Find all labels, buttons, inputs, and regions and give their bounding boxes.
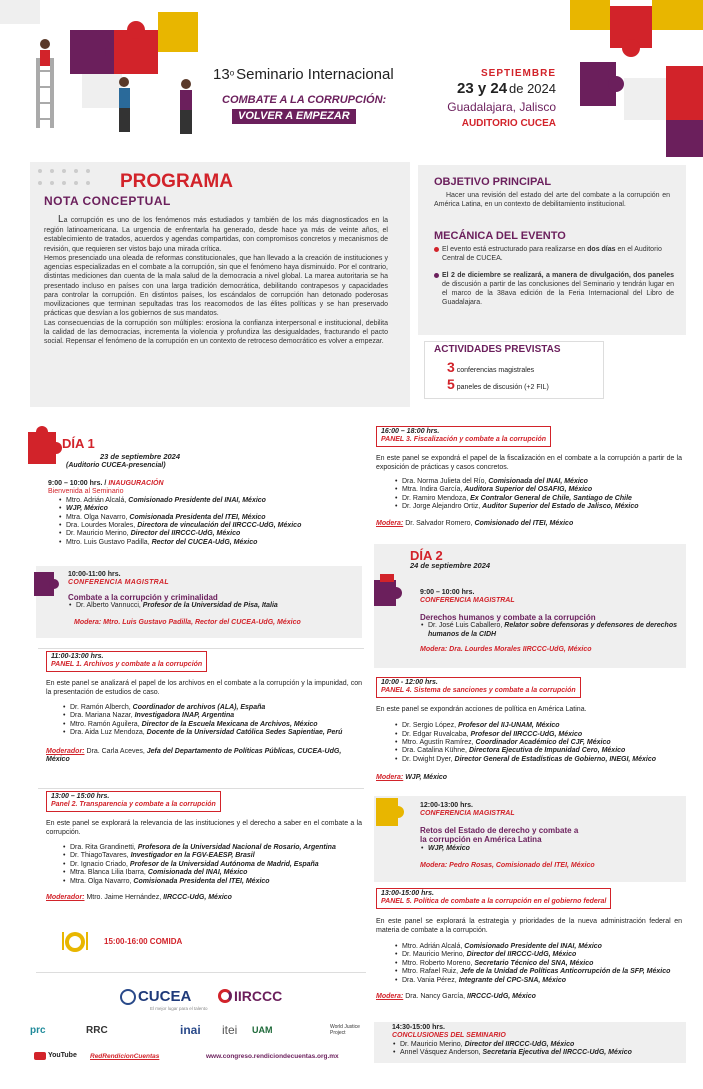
- mecanica-list: [434, 245, 674, 308]
- moderator-label: Moderador:: [46, 893, 85, 901]
- moderator-role: Comisionado del ITEI, México: [474, 519, 574, 527]
- speaker-role: WJP, México: [428, 844, 470, 852]
- list-item: [58, 505, 368, 513]
- speaker-name: Dra. Vania Pérez,: [402, 976, 459, 984]
- panel4-title: PANEL 4. Sistema de sanciones y combate a la corrupción: [381, 687, 576, 695]
- divider: [38, 648, 364, 649]
- panel5-list: [394, 943, 682, 985]
- nota-p2: Hemos presenciado una oleada de reformas constitucionales, que han llevado a la creación de instituciones y agencias especializadas en el combate a la corrupción, sin que el fenómeno haya disminuido. Por el contrario, distintas mediciones dan cuenta de la mala salud de la democracia a nivel global. La marea autoritaria se ha presentado incluso en países con una larga tradición democrática, debilitando contrapesos y capacidades para controlar la corrupción. En distintos países, los escándalos de corrupción han detonado poderosas movilizaciones que terminan sepultadas tras los reacomodos de las élites políticas y se han preservado prácticas que desvían a los gobiernos de sus mandatos.: [44, 254, 388, 318]
- speaker-role: Directora Ejecutiva de Impunidad Cero, México: [468, 747, 626, 755]
- youtube-label: YouTube: [47, 1052, 77, 1059]
- actividades-t1: conferencias magistrales: [456, 367, 535, 374]
- list-item: [58, 530, 368, 538]
- mecanica-item-1: [434, 245, 674, 263]
- puzzle-illustration: [0, 0, 230, 150]
- conclusiones-time: 14:30-15:00 hrs.: [392, 1024, 445, 1031]
- speaker-name: Dr. Edgar Ruvalcaba,: [402, 730, 471, 738]
- event-venue: AUDITORIO CUCEA: [461, 118, 556, 129]
- list-item: [394, 943, 682, 951]
- iirccc-logo: [218, 988, 282, 1005]
- inauguracion-heading: [48, 480, 368, 488]
- event-city: Guadalajara, Jalisco: [447, 100, 556, 114]
- bullet-dot-purple: [434, 273, 439, 278]
- speaker-name: Mtro. Luis Gustavo Padilla,: [66, 538, 152, 546]
- speaker-name: Mtro. Rafael Ruiz,: [402, 968, 460, 976]
- speaker-role: Ex Contralor General de Chile, Santiago de Chile: [470, 494, 632, 502]
- panel5-block: [376, 888, 682, 1001]
- panel1-tag: [46, 651, 207, 672]
- conclusiones-label: CONCLUSIONES DEL SEMINARIO: [392, 1032, 506, 1040]
- mecanica-item-1-pre: El evento está estructurado para realizarse en: [442, 246, 588, 253]
- bullet-dot-red: [434, 247, 439, 252]
- speaker-name: Dra. Mariana Nazar,: [70, 712, 135, 720]
- speaker-role: Comisionada Presidenta del ITEI, México: [129, 513, 266, 521]
- speaker-name: Dr. Alberto Vannucci,: [76, 602, 143, 610]
- speaker-role: WJP, México: [66, 505, 108, 513]
- speaker-role: Director del IIRCCC-UdG, México: [466, 951, 577, 959]
- cucea-sub: El mejor lugar para el talento: [150, 1006, 208, 1011]
- moderator-role: WJP, México: [405, 774, 448, 782]
- moderator-role: Jefa del Departamento de Políticas Públicas, CUCEA-UdG, México: [46, 747, 342, 763]
- speaker-role: Profesor de la Universidad Autónoma de Madrid, España: [129, 860, 319, 868]
- conferencia-speakers: [420, 845, 684, 853]
- list-item: [62, 878, 362, 886]
- event-days: 23 y 24: [457, 80, 508, 97]
- speaker-role: Directora de vinculación del IIRCCC-UdG, México: [137, 521, 302, 529]
- uam-logo: UAM: [252, 1025, 273, 1035]
- list-item: [62, 852, 362, 860]
- list-item: [394, 739, 682, 747]
- speaker-role: Auditor Superior del Estado de Jalisco, México: [482, 503, 639, 511]
- drop-cap: L: [58, 214, 64, 225]
- nota-p1-text: a corrupción es uno de los fenómenos más estudiados y también de los más diagnosticados en la región latinoamericana. La urgencia de enfrentarla ha generado, desde hace ya más de veinte años, el establecimiento de tratados, acuerdos y agendas compartidas, con compromisos concretos y mecanismos de revisión, que requieren ser vistos bajo una mirada crítica.: [44, 217, 388, 253]
- dia2-conferencia2: [420, 802, 684, 871]
- header-banner: [0, 0, 703, 157]
- moderator-role: IIRCCC-UdG, México: [467, 992, 536, 1000]
- list-item: [394, 478, 682, 486]
- dia1-date: 23 de septiembre 2024: [99, 452, 180, 461]
- list-item: [394, 503, 682, 511]
- speaker-name: Mtro. Agustín Ramírez,: [402, 738, 476, 746]
- list-item: [394, 731, 682, 739]
- dia2-conferencia: [420, 589, 684, 655]
- panel5-tag: [376, 888, 611, 909]
- speaker-name: Mtra. Blanca Lilia Ibarra,: [70, 869, 148, 877]
- conferencia-label: CONFERENCIA MAGISTRAL: [420, 597, 515, 605]
- panel2-tag: [46, 791, 221, 812]
- list-item: [68, 602, 358, 610]
- panel3-moderator: [376, 520, 682, 528]
- speaker-name: Mtra. Olga Navarro,: [66, 513, 130, 521]
- speaker-role: Jefe de la Unidad de Políticas Anticorrupción de la SFP, México: [459, 968, 671, 976]
- youtube-link[interactable]: [34, 1052, 77, 1061]
- title-line2: [232, 109, 356, 124]
- channel-link[interactable]: RedRendicionCuentas: [90, 1053, 160, 1060]
- speaker-role: Rector del CUCEA-UdG, México: [151, 538, 258, 546]
- inauguracion-sub: Bienvenida al Seminario: [48, 488, 124, 496]
- conferencia-title-2: la corrupción en América Latina: [420, 835, 542, 845]
- speaker-name: Mtro. Roberto Moreno,: [402, 959, 475, 967]
- divider: [36, 972, 366, 973]
- cucea-seal-icon: [120, 989, 136, 1005]
- speaker-name: Mtro. Adrián Alcalá,: [402, 942, 465, 950]
- list-item: [420, 845, 684, 853]
- conferencia-speakers: [420, 622, 684, 639]
- speaker-role: Profesor del IIRCCC-UdG, México: [470, 730, 583, 738]
- panel3-tag: [376, 426, 551, 447]
- conferencia-time: 10:00-11:00 hrs.: [68, 571, 121, 578]
- panel1-time: 11:00-13:00 hrs.: [51, 653, 104, 660]
- speaker-role: Secretaria Ejecutiva del IIRCCC-UdG, México: [482, 1049, 632, 1057]
- list-item: [392, 1041, 682, 1049]
- speaker-role: Director de la Escuela Mexicana de Archivos, México: [141, 720, 318, 728]
- list-item: [58, 522, 368, 530]
- speaker-name: Dra. Lourdes Morales,: [66, 521, 138, 529]
- dots-decoration: [36, 166, 106, 188]
- speaker-role: Director del IIRCCC-UdG, México: [130, 530, 241, 538]
- panel3-title: PANEL 3. Fiscalización y combate a la corrupción: [381, 436, 547, 444]
- event-year: de 2024: [509, 81, 556, 96]
- puzzle-piece-icon: [34, 566, 64, 598]
- title-line1: COMBATE A LA CORRUPCIÓN:: [222, 94, 387, 106]
- conferencia-title: Combate a la corrupción y criminalidad: [68, 592, 218, 602]
- speaker-name: Dr. Jorge Alejandro Ortiz,: [402, 503, 483, 511]
- panel4-tag: [376, 677, 581, 698]
- itei-logo: itei: [222, 1023, 238, 1037]
- speaker-name: Dr. Mauricio Merino,: [402, 951, 467, 959]
- conferencia-title-1: Retos del Estado de derecho y combate a: [420, 825, 579, 835]
- objetivo-text: Hacer una revisión del estado del arte del combate a la corrupción en América Latina, en un contexto de debilitamiento institucional.: [434, 192, 670, 209]
- seminar-superscript: o: [229, 68, 235, 78]
- speaker-role: Auditora Superior del OSAFIG, México: [464, 486, 593, 494]
- list-item: [420, 622, 684, 639]
- divider: [38, 788, 364, 789]
- puzzle-piece-icon: [376, 798, 406, 832]
- moderator-label: Modera:: [376, 519, 404, 527]
- panel5-desc: En este panel se explorará la estrategia y prioridades de la nueva administración federal en materia de combate a la corrupción.: [376, 917, 682, 934]
- mecanica-item-1-bold: dos días: [587, 246, 616, 253]
- rrc-logo: RRC: [86, 1025, 108, 1036]
- iirccc-text: IIRCCC: [233, 988, 283, 1004]
- puzzle-piece-icon: [0, 1063, 703, 1089]
- wjp-logo: World Justice Project: [330, 1024, 360, 1036]
- speaker-name: Annel Vásquez Anderson,: [400, 1049, 483, 1057]
- puzzle-piece-icon: [28, 424, 64, 468]
- conferencia-moderator: Modera: Dra. Lourdes Morales IIRCCC-UdG, México: [420, 646, 592, 654]
- mecanica-item-1-post: en el Auditorio Central de CUCEA.: [442, 246, 662, 263]
- speaker-name: Dr. Dwight Dyer,: [402, 755, 455, 763]
- list-item: [58, 497, 368, 505]
- panel2-title: Panel 2. Transparencia y combate a la corrupción: [51, 801, 216, 809]
- moderator-name: Mtro. Jaime Hernández,: [86, 893, 164, 901]
- panel4-desc: En este panel se expondrán acciones de política en América Latina.: [376, 705, 587, 713]
- conclusiones-block: [392, 1024, 682, 1058]
- list-item: [62, 729, 362, 737]
- puzzle-piece-icon: [374, 574, 408, 610]
- panel1-desc: En este panel se analizará el papel de los archivos en el combate a la corrupción y la impunidad, con la presentación de estudios de caso.: [46, 679, 362, 696]
- panel4-time: 10:00 - 12:00 hrs.: [381, 679, 438, 686]
- inauguracion-block: [48, 480, 368, 547]
- objetivo-title: OBJETIVO PRINCIPAL: [434, 176, 552, 188]
- seminar-number: 13: [213, 66, 230, 83]
- list-item: [62, 861, 362, 869]
- conferencia-title: Derechos humanos y combate a la corrupción: [420, 612, 596, 622]
- title-line2-text: VOLVER A EMPEZAR: [238, 110, 350, 122]
- dia1-conferencia: [68, 571, 358, 627]
- event-month: SEPTIEMBRE: [480, 68, 556, 79]
- speaker-role: Investigadora INAP, Argentina: [134, 712, 235, 720]
- speaker-name: Dr. Mauricio Merino,: [66, 530, 131, 538]
- moderator-name: Dra. Carla Aceves,: [86, 747, 147, 755]
- speaker-role: Investigador en la FGV-EAESP, Brasil: [130, 852, 255, 860]
- speaker-role: Director del IIRCCC-UdG, México: [464, 1040, 575, 1048]
- website-url[interactable]: www.congreso.rendiciondecuentas.org.mx: [206, 1053, 339, 1060]
- cucea-text: CUCEA: [137, 988, 192, 1005]
- mecanica-item-2: [434, 271, 674, 307]
- list-item: [394, 722, 682, 730]
- panel1-list: [62, 704, 362, 738]
- list-item: [62, 712, 362, 720]
- moderator-role: IIRCCC-UdG, México: [163, 893, 232, 901]
- speaker-role: Integrante del CPC-SNA, México: [458, 976, 567, 984]
- speaker-name: Dr. ThiagoTavares,: [70, 852, 131, 860]
- actividades-n1: 3: [447, 359, 455, 375]
- mecanica-title: MECÁNICA DEL EVENTO: [434, 230, 566, 242]
- list-item: [394, 747, 682, 755]
- panel4-block: [376, 677, 682, 783]
- actividades-t2: paneles de discusión (+2 FIL): [456, 384, 549, 391]
- conferencia-time: 12:00-13:00 hrs.: [420, 802, 473, 809]
- panel5-moderator: [376, 993, 682, 1001]
- actividades-n2: 5: [447, 376, 455, 392]
- seminar-title: Seminario Internacional: [236, 66, 394, 83]
- speaker-role: Comisionada del INAI, México: [147, 869, 248, 877]
- list-item: [394, 960, 682, 968]
- mecanica-item-2-bold: El 2 de diciembre se realizará, a manera de divulgación, dos paneles: [442, 272, 674, 280]
- programa-title: PROGRAMA: [120, 171, 233, 192]
- moderator-label: Modera:: [376, 774, 404, 782]
- nota-conceptual-text: [44, 213, 388, 346]
- panel2-desc: En este panel se explorará la relevancia de las instituciones y el derecho a saber en el combate a la corrupción.: [46, 819, 362, 836]
- speaker-name: Dra. Norma Julieta del Río,: [402, 477, 489, 485]
- speaker-role: Profesor de la Universidad de Pisa, Italia: [142, 602, 278, 610]
- speaker-name: Mtra. Indira García,: [402, 486, 465, 494]
- cucea-logo: [120, 988, 191, 1006]
- conferencia-label: CONFERENCIA MAGISTRAL: [68, 579, 169, 587]
- speaker-role: Profesora de la Universidad Nacional de Rosario, Argentina: [137, 843, 336, 851]
- conclusiones-list: [392, 1041, 682, 1058]
- inauguracion-label: INAUGURACIÓN: [108, 480, 164, 487]
- speaker-name: Mtro. Adrián Alcalá,: [66, 496, 129, 504]
- list-item: [394, 951, 682, 959]
- list-item: [62, 844, 362, 852]
- conferencia-label: CONFERENCIA MAGISTRAL: [420, 810, 515, 818]
- speaker-role: Profesor del IIJ-UNAM, México: [458, 722, 560, 730]
- panel3-desc: En este panel se expondrá el papel de la fiscalización en el combate a la corrupción a partir de la exposición de prácticas y casos concretos.: [376, 454, 682, 471]
- inauguracion-list: [58, 497, 368, 547]
- speaker-role: Comisionada Presidenta del ITEI, México: [133, 877, 270, 885]
- list-item: [62, 704, 362, 712]
- list-item: [62, 721, 362, 729]
- nota-p3: Las consecuencias de la corrupción son múltiples: erosiona la confianza interpersonal e institucional, debilita la calidad de las democracias, incrementa la violencia y profundiza las desigualdades, fracturando el pacto social. Repensar el fenómeno de la corrupción en un contexto de retroceso democrático es volver a empezar.: [44, 319, 388, 345]
- panel4-list: [394, 722, 682, 764]
- event-dates: [440, 80, 556, 98]
- conferencia-speakers: [68, 602, 358, 610]
- moderator-name: Dra. Nancy García,: [405, 992, 468, 1000]
- panel3-time: 16:00 – 18:00 hrs.: [381, 428, 440, 435]
- speaker-name: Dr. Ramiro Mendoza,: [402, 494, 471, 502]
- panel5-title: PANEL 5. Política de combate a la corrupción en el gobierno federal: [381, 898, 607, 906]
- speaker-role: Docente de la Universidad Católica Sedes Sapientiae, Perú: [146, 729, 343, 737]
- list-item: [394, 968, 682, 976]
- panel4-moderator: [376, 774, 682, 782]
- puzzle-illustration-right: [540, 0, 703, 157]
- panel5-time: 13:00-15:00 hrs.: [381, 890, 434, 897]
- list-item: [394, 756, 682, 764]
- actividades-title: ACTIVIDADES PREVISTAS: [434, 344, 561, 355]
- list-item: [392, 1049, 682, 1057]
- prc-logo: prc: [30, 1025, 46, 1036]
- panel2-list: [62, 844, 362, 886]
- conferencia-moderator: Modera: Mtro. Luis Gustavo Padilla, Rector del CUCEA-UdG, México: [74, 618, 301, 626]
- nota-p1: [44, 213, 388, 254]
- youtube-icon: [34, 1052, 46, 1060]
- dia1-place: (Auditorio CUCEA-presencial): [66, 462, 166, 469]
- speaker-name: Mtro. Ramón Aguilera,: [70, 720, 142, 728]
- comida-label: 15:00-16:00 COMIDA: [104, 937, 183, 946]
- speaker-name: Dr. Ignacio Criado,: [70, 860, 130, 868]
- panel1-title: PANEL 1. Archivos y combate a la corrupción: [51, 661, 203, 669]
- partner-logos: [30, 1021, 370, 1047]
- moderator-name: Dr. Salvador Romero,: [405, 519, 475, 527]
- inauguracion-time: 9:00 – 10:00 hrs. /: [48, 480, 107, 487]
- speaker-name: Dra. Aida Luz Mendoza,: [70, 729, 147, 737]
- speaker-name: Dr. Mauricio Merino,: [400, 1040, 465, 1048]
- actividades-item-2: [447, 376, 549, 393]
- panel1-moderator: [46, 748, 362, 765]
- conferencia-moderator: Modera: Pedro Rosas, Comisionado del ITEI, México: [420, 862, 595, 870]
- seminar-heading: [213, 66, 394, 84]
- list-item: [58, 539, 368, 547]
- inai-logo: inai: [180, 1023, 201, 1037]
- panel2-moderator: [46, 894, 362, 902]
- speaker-role: Coordinador de archivos (ALA), España: [132, 703, 266, 711]
- speaker-role: Comisionado Presidente del INAI, México: [464, 942, 602, 950]
- speaker-role: Comisionada del INAI, México: [488, 477, 588, 485]
- dia2-title: DÍA 2: [410, 548, 443, 563]
- meal-icon: [60, 928, 90, 954]
- list-item: [58, 514, 368, 522]
- conferencia-time: 9:00 – 10:00 hrs.: [420, 589, 475, 596]
- panel1-block: [46, 651, 362, 764]
- panel2-time: 13:00 – 15:00 hrs.: [51, 793, 110, 800]
- list-item: [394, 977, 682, 985]
- moderator-label: Modera:: [376, 992, 404, 1000]
- moderator-label: Moderador:: [46, 747, 85, 755]
- speaker-name: Dr. Ramón Alberch,: [70, 703, 133, 711]
- dia1-title: DÍA 1: [62, 436, 95, 451]
- actividades-item-1: [447, 359, 534, 376]
- panel2-block: [46, 791, 362, 902]
- panel3-list: [394, 478, 682, 512]
- speaker-name: Dra. Rita Grandinetti,: [70, 843, 138, 851]
- speaker-role: Relator sobre defensoras y defensores de derechos humanos de la CIDH: [428, 622, 677, 638]
- speaker-role: Director General de Estadísticas de Gobierno, INEGI, México: [454, 755, 657, 763]
- list-item: [62, 869, 362, 877]
- iirccc-icon: [218, 989, 232, 1003]
- speaker-role: Comisionado Presidente del INAI, México: [128, 496, 266, 504]
- list-item: [394, 495, 682, 503]
- dia2-date: 24 de septiembre 2024: [410, 561, 491, 570]
- panel3-block: [376, 426, 682, 528]
- speaker-name: Dr. Sergio López,: [402, 722, 459, 730]
- speaker-name: Dr. José Luis Caballero,: [428, 622, 505, 630]
- nota-conceptual-title: NOTA CONCEPTUAL: [44, 194, 171, 208]
- mecanica-item-2-post: de discusión a partir de las conclusiones del Seminario y tendrán lugar en el marco de la 38ava edición de la Feria Internacional del Libro de Guadalajara.: [442, 281, 674, 307]
- speaker-name: Mtra. Olga Navarro,: [70, 877, 134, 885]
- speaker-role: Secretario Técnico del SNA, México: [474, 959, 594, 967]
- speaker-role: Coordinador Académico del CJF, México: [475, 738, 611, 746]
- list-item: [394, 486, 682, 494]
- speaker-name: Dra. Catalina Kühne,: [402, 747, 469, 755]
